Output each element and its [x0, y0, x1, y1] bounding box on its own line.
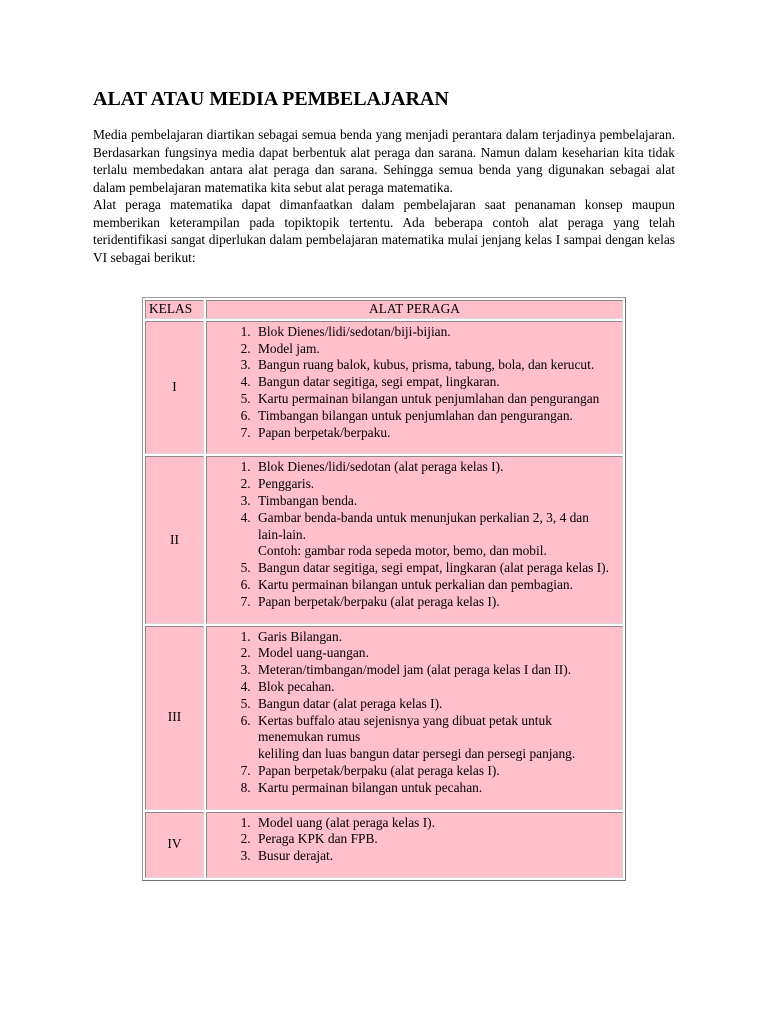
- list-item: [254, 425, 614, 442]
- list-item-text: Busur derajat.: [258, 848, 334, 864]
- list-item: [254, 459, 614, 476]
- list-item: [254, 662, 614, 679]
- list-item-text: Blok Dienes/lidi/sedotan (alat peraga kelas I).: [258, 459, 504, 475]
- alat-peraga-cell: [206, 321, 623, 455]
- list-item-text: Kartu permainan bilangan untuk perkalian dan pembagian.: [258, 576, 573, 592]
- list-item-text: Blok Dienes/lidi/sedotan/biji-bijian.: [258, 323, 451, 339]
- list-item-text: Bangun datar segitiga, segi empat, lingkaran.: [258, 374, 500, 390]
- paragraph-1: Media pembelajaran diartikan sebagai semua benda yang menjadi perantara dalam terjadinya pembelajaran. Berdasarkan fungsinya media dapat berbentuk alat peraga dan sarana. Namun dalam keseharian kita tidak terlalu membedakan antara alat peraga dan sarana. Sehingga semua benda yang digunakan sebagai alat dalam pembelajaran matematika kita sebut alat peraga matematika.: [93, 127, 675, 195]
- list-item-text: Bangun datar (alat peraga kelas I).: [258, 695, 443, 711]
- list-item: [254, 357, 614, 374]
- kelas-cell: III: [145, 626, 204, 810]
- list-item: [254, 493, 614, 510]
- list-item: [254, 577, 614, 594]
- list-item: [254, 848, 614, 865]
- list-item: [254, 696, 614, 713]
- list-item-text: Penggaris.: [258, 476, 315, 492]
- list-item: [254, 780, 614, 797]
- kelas-cell: IV: [145, 812, 204, 878]
- header-kelas: KELAS: [145, 300, 204, 319]
- list-item-text: Timbangan benda.: [258, 492, 358, 508]
- list-item-text: Peraga KPK dan FPB.: [258, 831, 378, 847]
- list-item-subtext: keliling dan luas bangun datar persegi dan persegi panjang.: [258, 746, 576, 762]
- alat-peraga-cell: [206, 812, 623, 878]
- list-item-text: Kartu permainan bilangan untuk penjumlahan dan pengurangan: [258, 390, 600, 406]
- list-item: [254, 510, 614, 560]
- table-row: [145, 321, 623, 455]
- list-item-text: Model jam.: [258, 340, 320, 356]
- alat-peraga-list: [207, 815, 614, 865]
- list-item: [254, 594, 614, 611]
- list-item-text: Model uang (alat peraga kelas I).: [258, 814, 435, 830]
- list-item: [254, 679, 614, 696]
- list-item-subtext: Contoh: gambar roda sepeda motor, bemo, dan mobil.: [258, 543, 547, 559]
- list-item-text: Papan berpetak/berpaku (alat peraga kelas I).: [258, 593, 500, 609]
- table-row: [145, 812, 623, 878]
- list-item: [254, 560, 614, 577]
- document-page: [93, 86, 675, 266]
- alat-peraga-table-container: [142, 297, 626, 881]
- list-item: [254, 629, 614, 646]
- list-item-text: Papan berpetak/berpaku (alat peraga kelas I).: [258, 762, 500, 778]
- list-item-text: Blok pecahan.: [258, 678, 335, 694]
- alat-peraga-list: [207, 629, 614, 797]
- list-item: [254, 645, 614, 662]
- list-item: [254, 324, 614, 341]
- list-item-text: Meteran/timbangan/model jam (alat peraga kelas I dan II).: [258, 662, 572, 678]
- list-item-text: Bangun ruang balok, kubus, prisma, tabung, bola, dan kerucut.: [258, 357, 595, 373]
- list-item: [254, 374, 614, 391]
- list-item-text: Bangun datar segitiga, segi empat, lingkaran (alat peraga kelas I).: [258, 560, 609, 576]
- list-item: [254, 341, 614, 358]
- paragraph-2: Alat peraga matematika dapat dimanfaatkan dalam pembelajaran saat penanaman konsep maupun memberikan keterampilan pada topiktopik tertentu. Ada beberapa contoh alat peraga yang telah teridentifikasi sangat diperlukan dalam pembelajaran matematika mulai jenjang kelas I sampai dengan kelas VI sebagai berikut:: [93, 197, 675, 265]
- alat-peraga-table: [142, 297, 626, 881]
- list-item: [254, 763, 614, 780]
- kelas-cell: I: [145, 321, 204, 455]
- list-item-text: Gambar benda-banda untuk menunjukan perkalian 2, 3, 4 dan lain-lain.: [258, 509, 589, 542]
- list-item: [254, 815, 614, 832]
- alat-peraga-cell: [206, 626, 623, 810]
- list-item: [254, 831, 614, 848]
- list-item-text: Garis Bilangan.: [258, 628, 343, 644]
- document-title: ALAT ATAU MEDIA PEMBELAJARAN: [93, 88, 449, 110]
- list-item-text: Kertas buffalo atau sejenisnya yang dibuat petak untuk menemukan rumus: [258, 712, 552, 745]
- alat-peraga-list: [207, 459, 614, 610]
- table-row: [145, 626, 623, 810]
- alat-peraga-cell: [206, 456, 623, 623]
- table-row: [145, 456, 623, 623]
- list-item-text: Timbangan bilangan untuk penjumlahan dan pengurangan.: [258, 407, 573, 423]
- list-item-text: Kartu permainan bilangan untuk pecahan.: [258, 779, 483, 795]
- header-alat-peraga: ALAT PERAGA: [206, 300, 623, 319]
- list-item: [254, 713, 614, 763]
- list-item-text: Model uang-uangan.: [258, 645, 369, 661]
- kelas-cell: II: [145, 456, 204, 623]
- alat-peraga-list: [207, 324, 614, 442]
- list-item: [254, 391, 614, 408]
- list-item: [254, 408, 614, 425]
- list-item: [254, 476, 614, 493]
- table-header-row: [145, 300, 623, 319]
- list-item-text: Papan berpetak/berpaku.: [258, 424, 391, 440]
